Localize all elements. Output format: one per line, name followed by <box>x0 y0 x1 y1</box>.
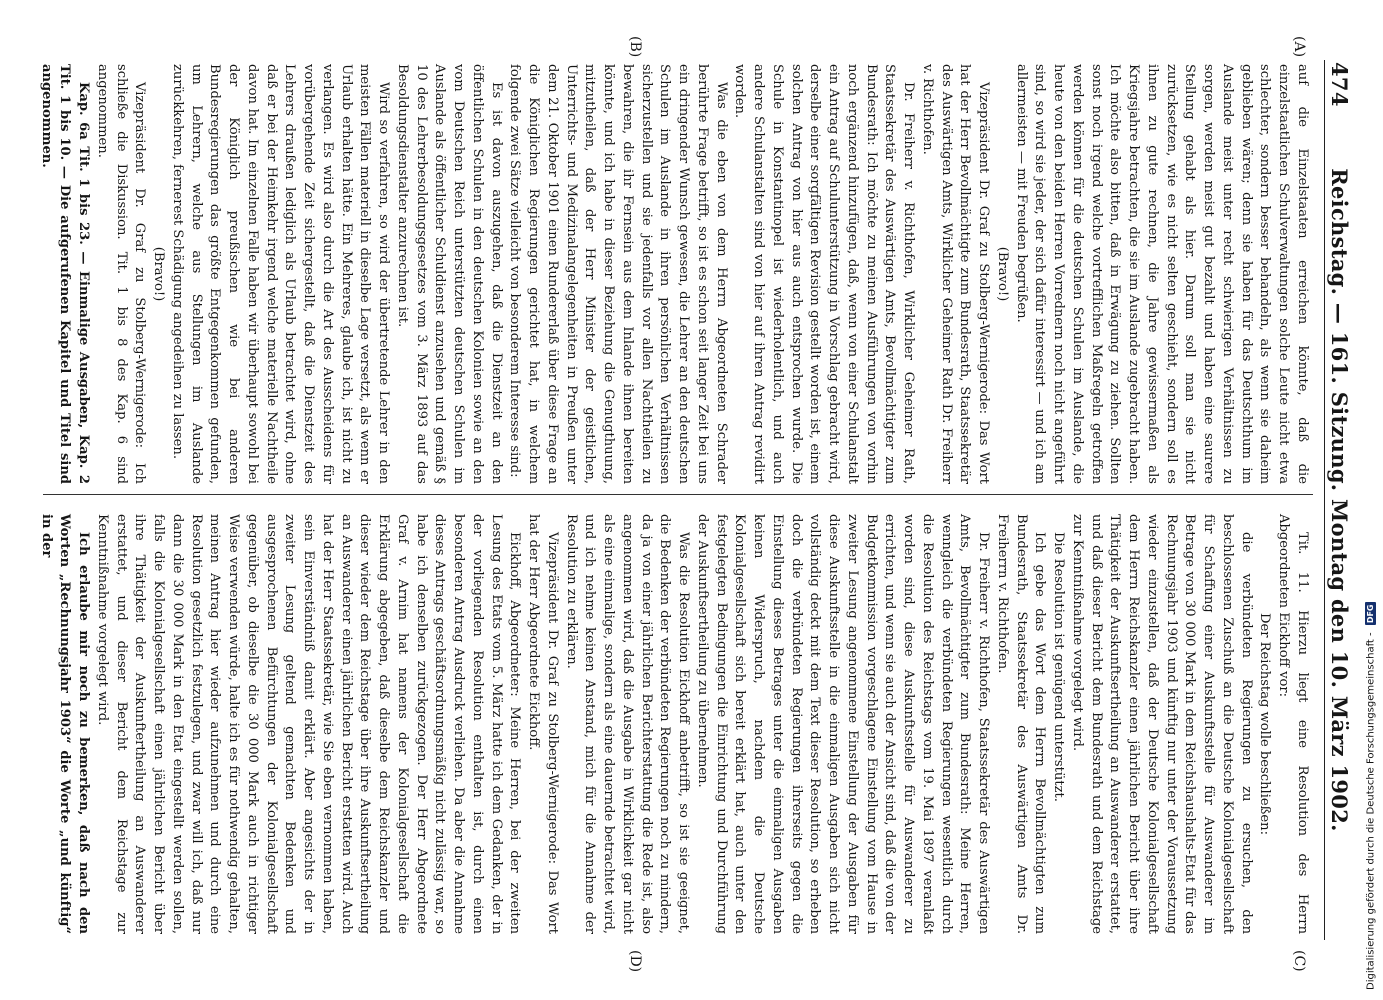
resolution-text: die verbündeten Regierungen zu ersuchen, den beschlossenen Zuschuß an die Deutsche Kolonialgesellschaft für Schaffung einer Auskunftsstelle für Auswanderer im Betrage von 30 000 Mark in dem Reichshaushalts-Etat für das Rechnungsjahr 1903 und künftig nur unter der Voraussetzung wieder einzustellen, daß der Deutsche Kolonialgesellschaft dem Herrn Reichskanzler einen jährlichen Bericht über ihre Thätigkeit der Auskunftsertheilung an Auswanderer erstattet, und daß dieser Bericht dem Bundesrath und dem Reichstage zur Kenntnißnahme vorgelegt wird. <box>1070 514 1254 934</box>
applause-note: (Bravo!) <box>995 246 1010 302</box>
quoted-decree: Es ist davon auszugehen, daß die Dienstzeit an den öffentlichen Schulen in den deutschen Kolonien sowie an den vom Deutschen Reich unterstützten deutschen Schulen im Auslande als öffentlicher Schuldienst anzusehen und gemäß § 10 des Lehrerbesoldungsgesetzes vom 3. März 1893 auf das Besoldungsdienstalter anzurechnen ist. <box>395 64 504 484</box>
page-header <box>1324 60 1355 940</box>
speaker-paragraph: Dr. Freiherr v. Richthofen, Staatssekretär des Auswärtigen Amts, Bevollmächtigter zum Bundesrath: Meine Herren, wenngleich die verbündeten Regierungen wesentlich durch die Resolution des Reichstags vom 19. Mai 1897 veranlaßt worden sind, diese Auskunftsstelle für Auswanderer zu errichten, und wenn sie auch der Ansicht sind, daß die von der Budgetkommission vorgeschlagene Einstellung vom Hause in zweiter Lesung angenommene Einstellung der Ausgaben für diese Auskunftsstelle in die einmaligen Ausgaben sich nicht vollständig deckt mit dem Text dieser Resolution, so erheben doch die verbündeten Regierungen ihrerseits gegen die Einstellung dieses Betrages unter die einmaligen Ausgaben keinen Widerspruch, nachdem die Deutsche Kolonialgesellschaft sich bereit erklärt hat, auch unter den festgelegten Bedingungen die Einrichtung und Durchführung der Auskunftsertheilung zu übernehmen. <box>695 514 992 934</box>
paragraph: Was die eben von dem Herrn Abgeordneten Schrader berührte Frage betrifft, so ist es schon seit langer Zeit bei uns ein dringender Wunsch gewesen, die Lehrer an den deutschen Schulen im Auslande in ihren persönlichen Verhältnissen sicherzustellen und sie jedenfalls vor allen Nachtheilen zu bewahren, die ihr Fernsein aus dem Inlande ihnen bereiten könnte, und ich habe in dieser Beziehung die Genugthuung, mitzutheilen, daß der Herr Minister der geistlichen, Unterrichts- und Medizinalangelegenheiten in Preußen unter dem 21. Oktober 1901 einen Rundererlaß über diese Frage an die Königlichen Regierungen gerichtet hat, in welchem folgende zwei Sätze vielleicht von besonderem Interesse sind: <box>507 64 729 484</box>
margin-mark-c: (C) <box>1291 950 1307 972</box>
margin-mark-d: (D) <box>627 950 643 973</box>
paragraph: Ich gebe das Wort dem Herrn Bevollmächtigten zum Bundesrath, Staatssekretär des Auswärtigen Amts Dr. Freiherrn v. Richthofen. <box>995 514 1048 934</box>
paragraph: Wird so verfahren, so wird der übertretende Lehrer in den meisten Fällen materiell in dieselbe Lage versetzt, als wenn er Urlaub erhalten hätte. Ein Mehreres, glaube ich, ist nicht zu verlangen. Es wird also durch die Art des Ausscheidens für vorübergehende Zeit sichergestellt, daß die Dienstzeit des Lehrers draußen lediglich als Urlaub betrachtet wird, ohne daß er bei der Heimkehr irgend welche materielle Nachtheile davon hat. Im einzelnen Falle haben wir überhaupt sowohl bei der Königlich preußischen wie bei anderen Bundesregierungen das größte Entgegenkommen gefunden, um Lehrern, welche aus Stellungen im Auslande zurückkehren, fernerest Schädigung angedeihen zu lassen. <box>170 64 392 484</box>
right-column <box>36 514 1311 934</box>
left-column <box>36 64 1311 484</box>
page-number: 474 <box>1327 62 1352 107</box>
paragraph: Was die Resolution Eickhoff anbetrifft, so ist sie geeignet, die Bedenken der verbündeten Regierungen noch zu mindern, da ja von einer jährlichen Berichterstattung die Rede ist, also angenommen wird, daß die Ausgabe in Wirklichkeit gar nicht als eine einmalige, sondern als eine dauernde betrachtet wird, und ich nehme keinen Anstand, mich für die Annahme der Resolution zu erklären. <box>563 514 692 934</box>
margin-mark-b: (B) <box>627 36 643 58</box>
column-divider <box>43 494 1313 495</box>
paragraph-bold: Ich erlaube mir noch zu bemerken, daß nach den Worten „Rechnungsjahr 1903“ die Worte „und künftig“ in der <box>38 514 92 934</box>
resolution-heading: Der Reichstag wolle beschließen: <box>1257 612 1273 836</box>
speaker-paragraph: Dr. Freiherr v. Richthofen, Wirklicher Geheimer Rath, Staatssekretär des Auswärtigen Amts, Bevollmächtigter zum Bundesrath: Ich möchte zu meinen Ausführungen von vorhin noch ergänzend hinzufügen, daß, wenn von einer Schulanstalt ein Antrag auf Schulunterstützung in Vorschlag gebracht wird, derselbe einer sorgfältigen Revision gestellt worden ist, einem solchen Antrag von hier aus auch entsprochen wurde. Die Schule in Konstantinopel ist wiederholentlich, und auch andere Schulanstalten sind von hier auf ihren Antrag revidirt worden. <box>732 64 917 484</box>
applause-note: (Bravo!) <box>151 246 167 302</box>
speaker-paragraph: Vizepräsident Dr. Graf zu Stolberg-Wernigerode: Das Wort hat der Herr Bevollmächtigte zum Bundesrath, Staatssekretär des Auswärtigen Amts, Wirklicher Geheimer Rath Dr. Freiherr v. Richthofen. <box>920 64 992 484</box>
footer-credit: Digitalisierung gefördert durch die Deutsche Forschungsgemeinschaft - <box>1365 632 1377 990</box>
speaker-paragraph: Vizepräsident Dr. Graf zu Stolberg-Wernigerode: Das Wort hat der Herr Abgeordnete Eickhoff. <box>526 514 560 934</box>
page-title: Reichstag. — 161. Sitzung. Montag den 10. März 1902. <box>1327 168 1352 832</box>
paragraph: Die Resolution ist genügend unterstützt. <box>1051 532 1067 802</box>
speaker-paragraph: Vizepräsident Dr. Graf zu Stolberg-Wernigerode: Ich schließe die Diskussion. Tit. 1 bis 8 des Kap. 6 sind angenommen. <box>95 64 148 484</box>
paragraph: Tit. 11. Hierzu liegt eine Resolution des Herrn Abgeordneten Eickhoff vor: <box>1276 514 1310 934</box>
paragraph: auf die Einzelstaaten erreichen könnte, daß die einzelstaatlichen Schulverwaltungen solche Leute nicht etwa schlechter, sondern besser behandeln, als wenn sie daheim geblieben wären; denn sie haben für das Deutschthum im Auslande meist unter recht schwierigen Verhältnissen zu sorgen, werden meist gut bezahlt und haben eine saurere Stellung gehabt als hier. Darum soll man sie nicht zurücksetzen, wie es nicht selten geschieht, sondern soll es ihnen zu gute rechnen, die Jahre gewissermaßen als Kriegsjahre betrachten, die sie im Auslande zugebracht haben. Ich möchte also bitten, daß in Erwägung zu ziehen. Sollten sonst noch irgend welche vortrefflichen Maßregeln getroffen werden können für die deutschen Schulen im Auslande, die heute von den beiden Herren Vorrednern noch nicht angeführt sind, so wird sie jeder, der sich dafür interessirt — und ich am allermeisten — mit Freuden begrüßen. <box>1013 64 1310 484</box>
speaker-paragraph: Eickhoff, Abgeordneter: Meine Herren, bei der zweiten Lesung des Etats vom 5. März hatte ich dem Gedanken, der in der vorliegenden Resolution enthalten ist, durch einen besonderen Antrag Ausdruck verliehen. Da aber die Annahme dieses Antrags geschäftsordnungsmäßig nicht zulässig war, so habe ich denselben zurückgezogen. Der Herr Abgeordnete Graf v. Arnim hat namens der Kolonialgesellschaft die Erklärung abgegeben, daß dieselbe dem Reichskanzler und dieser wieder dem Reichstage über ihre Auskunftsertheilung an Auswanderer einen jährlichen Bericht erstatten wird. Auch hat der Herr Staatssekretär, wie Sie eben vernommen haben, sein Einverständniß damit erklärt. Aber angesichts der in zweiter Lesung geltend gemachten Bedenken und ausgesprochenen Befürchtungen der Kolonialgesellschaft gegenüber, ob dieselbe die 30 000 Mark auch in richtiger Weise verwenden würde, halte ich es für nothwendig gehalten, meinen Antrag hier wieder aufzunehmen und durch eine Resolution gesetzlich festzulegen, und zwar will ich, daß nur dann die 30 000 Mark in den Etat eingestellt werden sollen, falls die Kolonialgesellschaft einen jährlichen Bericht über ihre Thätigkeit der Auskunftertheilung an Auswanderer erstattet, und dieser Bericht dem Reichstage zur Kenntnißnahme vorgelegt wird. <box>95 514 523 934</box>
dfg-logo-icon: DFG <box>1366 604 1375 624</box>
paragraph-bold: Kap. 6a Tit. 1 bis 23. — Einmalige Ausgaben, Kap. 2 Tit. 1 bis 10. — Die aufgerufenen Kapitel und Titel sind angenommen. <box>38 64 92 484</box>
margin-mark-a: (A) <box>1291 36 1307 58</box>
